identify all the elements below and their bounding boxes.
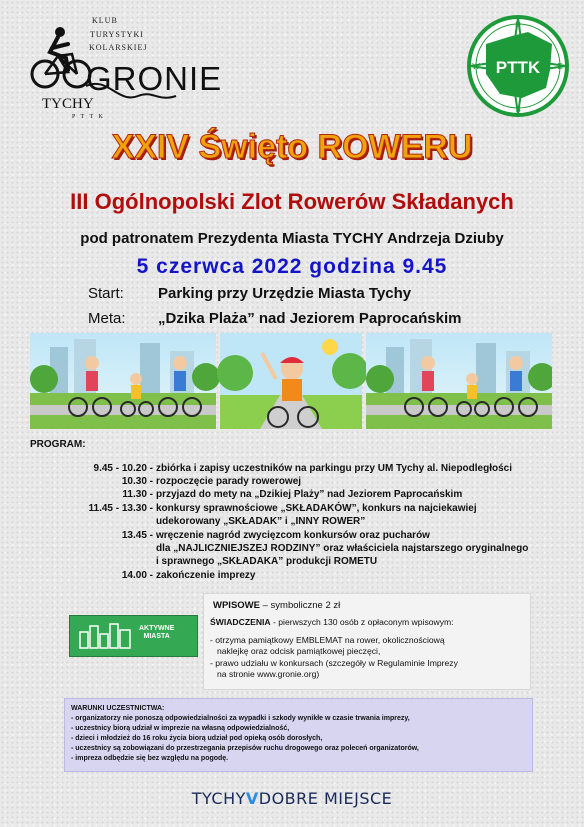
city-buildings-icon xyxy=(78,622,134,650)
program-heading: PROGRAM: xyxy=(30,439,86,450)
event-subtitle: III Ogólnopolski Zlot Rowerów Składanych xyxy=(70,189,514,214)
benefits-subtitle: - pierwszych 130 osób z opłaconym wpisowym: xyxy=(270,617,454,627)
footer-slogan xyxy=(0,789,584,808)
logo-turystyki-text: TURYSTYKI xyxy=(90,30,144,39)
logo-kolarskiej-text: KOLARSKIEJ xyxy=(89,43,148,52)
conditions-heading: WARUNKI UCZESTNICTWA: xyxy=(71,705,165,712)
benefit-1b: naklejkę oraz odcisk pamiątkowej pieczęci, xyxy=(217,646,381,656)
program-description: rozpoczęcie parady rowerowej xyxy=(156,476,302,487)
program-item xyxy=(30,530,570,542)
svg-text:W: W xyxy=(472,62,480,71)
program-item xyxy=(30,463,570,475)
program-item xyxy=(30,556,570,568)
aktywne-label xyxy=(139,625,174,641)
pttk-badge-text: PTTK xyxy=(495,58,541,77)
aktywne-line1: AKTYWNE xyxy=(139,625,175,632)
program-description: udekorowany „SKŁADAK” i „INNY ROWER” xyxy=(156,516,366,527)
event-date: 5 czerwca 2022 godzina 9.45 xyxy=(136,255,448,278)
footer-mark: V xyxy=(245,789,259,808)
benefit-2a: - prawo udziału w konkursach (szczegóły w Regulaminie Imprezy xyxy=(210,658,458,668)
meta-label: Meta: xyxy=(88,310,126,327)
fee-amount: – symboliczne 2 zł xyxy=(259,600,341,611)
program-item xyxy=(30,489,570,501)
start-row xyxy=(88,285,411,302)
program-time: 14.00 - xyxy=(121,570,153,581)
fee-title: WPISOWE xyxy=(213,600,260,611)
fee-title-row xyxy=(213,600,340,611)
svg-text:N: N xyxy=(515,21,521,30)
footer-right: DOBRE MIEJSCE xyxy=(258,789,393,808)
program-item xyxy=(30,570,570,582)
condition-item: - uczestnicy są zobowiązani do przestrzegania przepisów ruchu drogowego oraz poleceń organizatorów, xyxy=(71,745,419,752)
program-description: dla „NAJLICZNIEJSZEJ RODZINY” oraz właściciela najstarszego oryginalnego xyxy=(156,543,529,554)
footer-left: TYCHY xyxy=(191,789,246,808)
start-label: Start: xyxy=(88,285,124,302)
program-description: wręczenie nagród zwycięzcom konkursów oraz pucharów xyxy=(156,530,430,541)
program-time: 9.45 - 10.20 - xyxy=(93,463,153,474)
start-value: Parking przy Urzędzie Miasta Tychy xyxy=(158,285,412,302)
meta-value: „Dzika Plaża” nad Jeziorem Paprocańskim xyxy=(158,310,462,327)
program-time: 11.45 - 13.30 - xyxy=(88,503,153,514)
program-time: 11.30 - xyxy=(122,489,153,500)
svg-text:E: E xyxy=(557,62,563,71)
program-description: przyjazd do mety na „Dzikiej Plaży” nad Jeziorem Paprocańskim xyxy=(156,489,463,500)
benefits-title: ŚWIADCZENIA xyxy=(210,617,271,627)
club-logo xyxy=(28,14,223,120)
logo-gronie-text: GRONIE xyxy=(86,60,223,97)
program-description: i sprawnego „SKŁADAKA” produkcji ROMETU xyxy=(156,556,378,567)
program-item xyxy=(30,503,570,515)
aktywne-miasta-logo xyxy=(69,615,198,657)
logo-tychy-text: TYCHY xyxy=(42,96,94,112)
program-item xyxy=(30,543,570,555)
logo-pttk-text: P T T K xyxy=(72,114,105,120)
program-item xyxy=(30,476,570,488)
program-description: zbiórka i zapisy uczestników na parkingu przy UM Tychy al. Niepodległości xyxy=(156,463,513,474)
fee-info-box xyxy=(203,593,531,690)
patronage-text: pod patronatem Prezydenta Miasta TYCHY Andrzeja Dziuby xyxy=(80,230,504,247)
logo-klub-text: KLUB xyxy=(92,16,118,25)
benefit-2b: na stronie www.gronie.org) xyxy=(217,669,320,679)
pttk-logo-icon xyxy=(466,14,570,118)
benefits-title-row xyxy=(210,617,454,628)
conditions-box xyxy=(64,698,533,772)
condition-item: - uczestnicy biorą udział w imprezie na własną odpowiedzialność, xyxy=(71,725,290,732)
meta-row xyxy=(88,310,461,327)
svg-text:S: S xyxy=(515,105,521,114)
program-item xyxy=(30,516,570,528)
benefit-1a: - otrzyma pamiątkowy EMBLEMAT na rower, okolicznościową xyxy=(210,635,445,645)
condition-item: - organizatorzy nie ponoszą odpowiedzialności za wypadki i szkody wynikłe w czasie trwania imprezy, xyxy=(71,715,410,722)
program-description: zakończenie imprezy xyxy=(156,570,256,581)
program-time: 13.45 - xyxy=(121,530,153,541)
condition-item: - dzieci i młodzież do 16 roku życia biorą udział pod opieką osób dorosłych, xyxy=(71,735,323,742)
program-time: 10.30 - xyxy=(121,476,153,487)
condition-item: - impreza odbędzie się bez względu na pogodę. xyxy=(71,755,229,762)
cycling-banner-image xyxy=(30,333,552,429)
event-title: XXIV Święto ROWERU xyxy=(111,128,473,166)
program-description: konkursy sprawnościowe „SKŁADAKÓW”, konkurs na najciekawiej xyxy=(156,503,477,514)
aktywne-line2: MIASTA xyxy=(143,633,170,640)
